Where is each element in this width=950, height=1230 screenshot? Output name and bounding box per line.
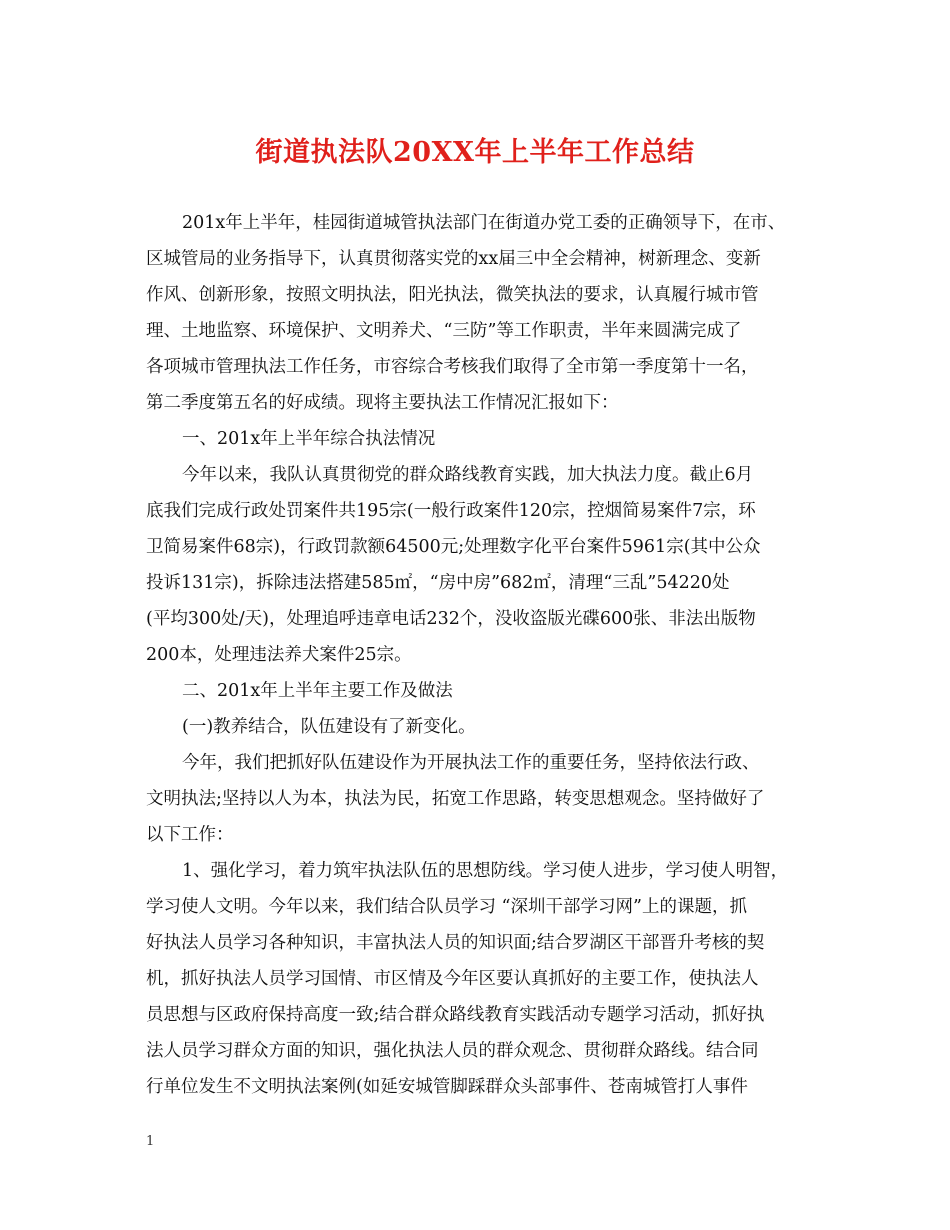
paragraph-line: 理、土地监察、环境保护、文明养犬、“三防”等工作职责，半年来圆满完成了 (146, 321, 742, 341)
paragraph-line: 文明执法;坚持以人为本，执法为民，拓宽工作思路，转变思想观念。坚持做好了 (146, 789, 765, 809)
paragraph-line: 作风、创新形象，按照文明执法，阳光执法，微笑执法的要求，认真履行城市管 (146, 285, 759, 305)
paragraph-line: 201x年上半年，桂园街道城管执法部门在街道办党工委的正确领导下，在市、 (182, 213, 786, 233)
paragraph-line: 卫简易案件68宗)，行政罚款额64500元;处理数字化平台案件5961宗(其中公众 (146, 537, 761, 557)
paragraph-line: 一、201x年上半年综合执法情况 (182, 429, 436, 449)
paragraph-line: 投诉131宗)，拆除违法搭建585㎡，“房中房”682㎡，清理“三乱”54220处 (146, 573, 730, 593)
paragraph-line: 行单位发生不文明执法案例(如延安城管脚踩群众头部事件、苍南城管打人事件 (146, 1077, 748, 1097)
paragraph-line: 底我们完成行政处罚案件共195宗(一般行政案件120宗，控烟简易案件7宗，环 (146, 501, 756, 521)
paragraph-line: 好执法人员学习各种知识，丰富执法人员的知识面;结合罗湖区干部晋升考核的契 (146, 933, 765, 953)
page-number: 1 (146, 1134, 155, 1149)
paragraph-line: 以下工作： (146, 825, 234, 845)
paragraph-line: 各项城市管理执法工作任务，市容综合考核我们取得了全市第一季度第十一名， (146, 357, 759, 377)
paragraph-line: 机，抓好执法人员学习国情、市区情及今年区要认真抓好的主要工作，使执法人 (146, 969, 759, 989)
paragraph-line: 区城管局的业务指导下，认真贯彻落实党的xx届三中全会精神，树新理念、变新 (146, 249, 761, 269)
paragraph-line: 200本，处理违法养犬案件25宗。 (146, 645, 412, 665)
paragraph-line: 今年，我们把抓好队伍建设作为开展执法工作的重要任务，坚持依法行政、 (182, 753, 760, 773)
paragraph-line: 今年以来，我队认真贯彻党的群众路线教育实践，加大执法力度。截止6月 (182, 465, 754, 485)
paragraph-line: 二、201x年上半年主要工作及做法 (182, 681, 453, 701)
paragraph-line: (平均300处/天)，处理追呼违章电话232个，没收盗版光碟600张、非法出版物 (146, 609, 756, 629)
paragraph-line: 员思想与区政府保持高度一致;结合群众路线教育实践活动专题学习活动，抓好执 (146, 1005, 765, 1025)
document-body (146, 205, 808, 1105)
paragraph-line: 1、强化学习，着力筑牢执法队伍的思想防线。学习使人进步，学习使人明智， (182, 861, 789, 881)
paragraph-line: (一)教养结合，队伍建设有了新变化。 (182, 717, 476, 737)
paragraph-line: 第二季度第五名的好成绩。现将主要执法工作情况汇报如下： (146, 393, 619, 413)
paragraph-line: 学习使人文明。今年以来，我们结合队员学习 “深圳干部学习网”上的课题，抓 (146, 897, 747, 917)
document-title: 街道执法队20XX年上半年工作总结 (255, 137, 695, 168)
paragraph-line: 法人员学习群众方面的知识，强化执法人员的群众观念、贯彻群众路线。结合同 (146, 1041, 759, 1061)
